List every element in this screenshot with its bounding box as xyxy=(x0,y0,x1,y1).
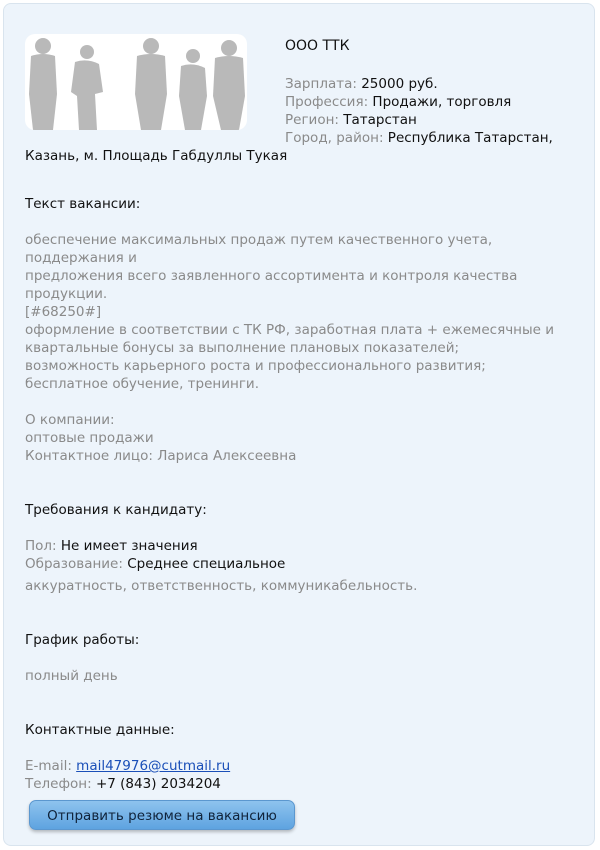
region-label: Регион: xyxy=(285,112,339,128)
education-label: Образование: xyxy=(25,556,123,572)
schedule-heading: График работы: xyxy=(25,632,140,648)
phone-label: Телефон: xyxy=(25,776,92,792)
contacts-heading: Контактные данные: xyxy=(25,722,175,738)
vacancy-line: [#68250#] xyxy=(25,304,102,320)
vacancy-line: возможность карьерного роста и профессионального развития; xyxy=(25,358,486,374)
email-row xyxy=(25,757,580,775)
vacancy-line: бесплатное обучение, тренинги. xyxy=(25,376,259,392)
education-value: Среднее специальное xyxy=(127,556,286,572)
gender-label: Пол: xyxy=(25,538,57,554)
region-value: Татарстан xyxy=(343,112,417,128)
vacancy-line: оформление в соответствии с ТК РФ, заработная плата + ежемесячные и xyxy=(25,322,555,338)
phone-row xyxy=(25,775,580,793)
business-people-silhouettes-image xyxy=(25,34,247,130)
about-value: оптовые продажи xyxy=(25,430,154,446)
schedule-value: полный день xyxy=(25,668,118,684)
requirements-qualities: аккуратность, ответственность, коммуникабельность. xyxy=(25,578,418,594)
city-value-part2: Казань, м. Площадь Габдуллы Тукая xyxy=(25,148,288,164)
send-resume-button[interactable]: Отправить резюме на вакансию xyxy=(29,800,295,830)
city-row-continued xyxy=(25,147,580,165)
education-row xyxy=(25,555,580,573)
salary-value: 25000 руб. xyxy=(361,76,438,92)
phone-value: +7 (843) 2034204 xyxy=(95,776,221,792)
salary-label: Зарплата: xyxy=(285,76,357,92)
vacancy-text-heading: Текст вакансии: xyxy=(25,196,141,212)
city-row xyxy=(25,129,580,147)
contact-person: Контактное лицо: Лариса Алексеевна xyxy=(25,448,297,464)
vacancy-content xyxy=(25,34,580,793)
vacancy-photo xyxy=(25,34,247,130)
gender-row xyxy=(25,537,580,555)
company-name: ООО ТТК xyxy=(285,38,350,54)
vacancy-line: квартальные бонусы за выполнение плановых показателей; xyxy=(25,340,460,356)
about-company xyxy=(25,411,580,465)
email-label: E-mail: xyxy=(25,758,72,774)
profession-label: Профессия: xyxy=(285,94,369,110)
vacancy-card xyxy=(3,3,595,846)
vacancy-line: обеспечение максимальных продаж путем качественного учета, поддержания и xyxy=(25,232,493,266)
requirements-heading: Требования к кандидату: xyxy=(25,502,207,518)
vacancy-line: предложения всего заявленного ассортимента и контроля качества продукции. xyxy=(25,268,518,302)
email-link[interactable]: mail47976@cutmail.ru xyxy=(76,758,231,774)
profession-value: Продажи, торговля xyxy=(372,94,512,110)
city-value-part1: Республика Татарстан, xyxy=(387,130,553,146)
about-label: О компании: xyxy=(25,412,115,428)
city-label: Город, район: xyxy=(285,130,384,146)
vacancy-description xyxy=(25,231,580,393)
gender-value: Не имеет значения xyxy=(60,538,198,554)
